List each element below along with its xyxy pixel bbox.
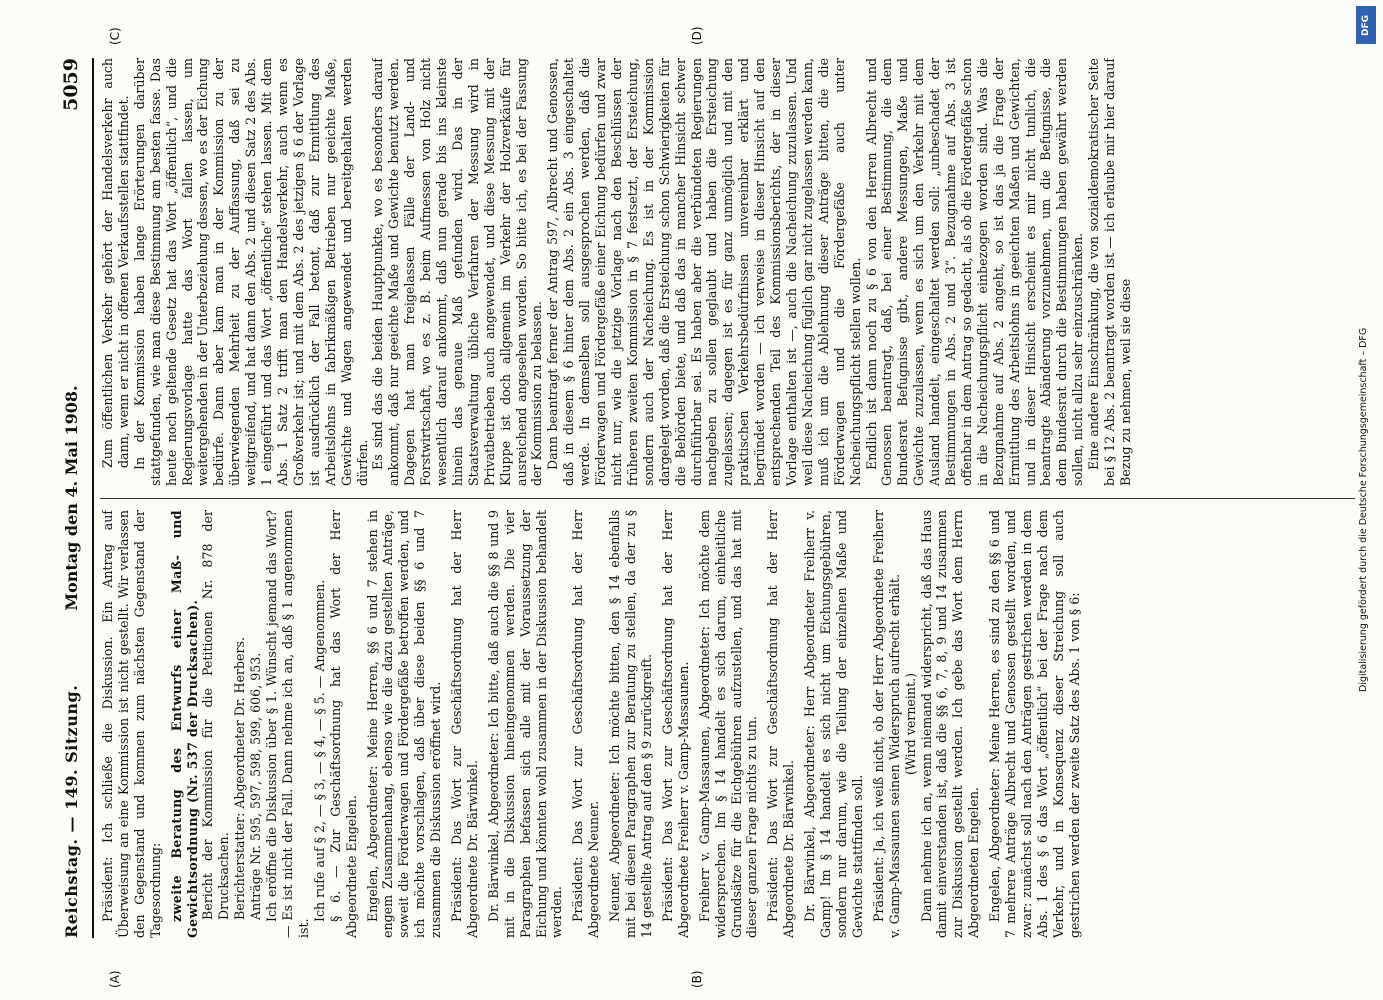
speech-engelen: Engelen, Abgeordneter: Meine Herren, §§ 6 und 7 stehen in engem Zusammenhang, ebenso wie die dazu gestellten Anträge, soweit die Förderwagen und Fördergefäße betroffen werden, und ich möchte vorschlagen, daß über diese beiden §§ 6 und 7 zusammen die Diskussion eröffnet wird. xyxy=(364,510,444,938)
agenda-item-report: Bericht der Kommission für die Petitionen Nr. 878 der Drucksachen. xyxy=(200,510,232,920)
column-divider xyxy=(100,498,1355,499)
interjection: (Wird verneint.) xyxy=(902,672,918,776)
page-header xyxy=(54,58,86,938)
paragraph: Dann beantragt ferner der Antrag 597, Albrecht und Genossen, daß in diesem § 6 hinter dem Abs. 2 ein Abs. 3 eingeschaltet werde. In demselben soll ausgesprochen werden, daß die Förderwagen und Fördergefäße einer Eichung bedürfen und zwar nicht nur, wie die jetzige Vorlage nach den Beschlüssen der früheren zweiten Kommission in § 7 festsetzt, der Ersteichung, sondern auch der Nacheichung. Es ist in der Kommission dargelegt worden, daß die Ersteichung schon Schwierigkeiten für die Behörden biete, und daß das in mancher Hinsicht schwer durchführbar sei. Es haben aber die verbündeten Regierungen nachgeben zu sollen geglaubt und haben die Ersteichung zugelassen; dagegen ist es für ganz unmöglich und mit den praktischen Verkehrsbedürfnissen unvereinbar erklärt und begründet worden — ich verweise in dieser Hinsicht auf den entsprechenden Teil des Kommissionsberichts, der in dieser Vorlage enthalten ist —, auch die Nacheichung zuzulassen. Und weil diese Nacheichung füglich gar nicht zugelassen werden kann, muß ich um die Ablehnung dieser Anträge bitten, die die Förderwagen und die Fördergefäße auch unter Nacheichungspflicht stellen wollen. xyxy=(545,58,863,486)
agenda-item-motions: Anträge Nr. 595, 597, 598, 599, 606, 953. xyxy=(248,652,264,920)
quoted-text: Zum öffentlichen Verkehr gehört der Handelsverkehr auch dann, wenn er nicht in offenen Verkaufsstellen stattfindet. xyxy=(100,58,131,468)
dfg-credit-strip xyxy=(1352,0,1383,1000)
agenda-item-reporter: Berichterstatter: Abgeordneter Dr. Herbers. xyxy=(232,637,248,920)
left-column xyxy=(100,510,1358,938)
header-session: Reichstag. — 149. Sitzung. xyxy=(62,684,81,938)
speech-president: Präsident: Das Wort zur Geschäftsordnung hat der Herr Abgeordnete Neuner. xyxy=(570,510,602,938)
margin-mark-d: (D) xyxy=(690,26,704,45)
speech-president: Präsident: Das Wort zur Geschäftsordnung hat der Herr Abgeordnete Freiherr v. Gamp-Massaunen. xyxy=(659,510,691,938)
paragraph: Dann nehme ich an, wenn niemand widerspricht, daß das Haus damit einverstanden ist, daß die §§ 6, 7, 8, 9 und 14 zusammen zur Diskussion gestellt werden. Ich gebe das Wort dem Herrn Abgeordneten Engelen. xyxy=(918,510,982,938)
speech-gamp: Freiherr v. Gamp-Massaunen, Abgeordneter: Ich möchte dem widersprechen. Im § 14 handelt es sich darum, einheitliche Grundsätze für die Eichgebühren aufzustellen, und das hat mit dieser ganzen Frage nichts zu tun. xyxy=(696,510,760,938)
paragraph: Endlich ist dann noch zu § 6 von den Herren Albrecht und Genossen beantragt, daß, bei einer Bestimmung, die dem Bundesrat Befugnisse gibt, andere Messungen, Maße und Gewichte zuzulassen, wenn es sich um den Verkehr mit dem Ausland handelt, eingeschaltet werden soll: „unbeschadet der Bestimmungen in Abs. 2 und 3“. Bezugnahme auf Abs. 3 ist offenbar in dem Antrag so gedacht, als ob die Fördergefäße schon in die Nacheichungspflicht einbezogen worden sind. Was die Bezugnahme auf Abs. 2 angeht, so ist das ja die Frage der Ermittlung des Arbeitslohns in geeichten Maßen und Gewichten, und in dieser Hinsicht erscheint es mir nicht tunlich, die beantragte Abänderung vorzunehmen, um die Befugnisse, die dem Bundesrat durch die Bestimmungen haben gewährt werden sollen, nicht allzu sehr einzuschränken. xyxy=(863,58,1086,486)
page-number: 5059 xyxy=(60,58,82,111)
paragraph: Es sind das die beiden Hauptpunkte, wo es besonders darauf ankommt, daß nur geeichte Maße und Gewichte benutzt werden. Dagegen hat man freigelassen Fälle der Land- und Forstwirtschaft, wo es z. B. beim Aufmessen von Holz nicht wesentlich darauf ankommt, daß nun gerade bis ins kleinste hinein das genaue Maß gefunden wird. Das in der Staatsverwaltung übliche Verfahren der Messung wird in Privatbetrieben auch angewendet, und diese Messung mit der Kluppe ist doch allgemein im Verkehr der Holzverkäufe für ausreichend angesehen worden. So bitte ich, es bei der Fassung der Kommission zu belassen. xyxy=(370,58,545,486)
speech-engelen: Engelen, Abgeordneter: Meine Herren, es sind zu den §§ 6 und 7 mehrere Anträge Albrecht und Genossen gestellt worden, und zwar: zunächst soll nach den Anträgen gestrichen werden in dem Abs. 1 des § 6 das Wort „öffentlich“ bei der Frage nach dem Verkehr, und in Konsequenz dieser Streichung soll auch gestrichen werden der zweite Satz des Abs. 1 von § 6: xyxy=(987,510,1082,938)
agenda-item-heading: zweite Beratung des Entwurfs einer Maß- und Gewichtsordnung (Nr. 537 der Drucksachen). xyxy=(168,510,200,938)
speech-baerwinkel: Dr. Bärwinkel, Abgeordneter: Ich bitte, daß auch die §§ 8 und 9 mit in die Diskussion hineingenommen werden. Die vier Paragraphen befassen sich alle mit der Voraussetzung der Eichung und könnten wohl zusammen in der Diskussion behandelt werden. xyxy=(485,510,565,938)
paragraph: Ich eröffne die Diskussion über § 1. Wünscht jemand das Wort? — Es ist nicht der Fall. Dann nehme ich an, daß § 1 angenommen ist. xyxy=(264,510,311,938)
paragraph: Präsident: Ich schließe die Diskussion. Ein Antrag auf Überweisung an eine Kommission ist nicht gestellt. Wir verlassen den Gegenstand und kommen zum nächsten Gegenstand der Tagesordnung: xyxy=(100,510,163,938)
speech-president: Präsident: Das Wort zur Geschäftsordnung hat der Herr Abgeordnete Dr. Bärwinkel. xyxy=(765,510,797,938)
header-date: Montag den 4. Mai 1908. xyxy=(62,385,81,611)
header-rule xyxy=(92,58,94,938)
speech-baerwinkel: Dr. Bärwinkel, Abgeordneter: Herr Abgeordneter Freiherr v. Gamp! Im § 14 handelt es sich nicht um Eichungsgebühren, sondern nur darum, wie die Teilung der einzelnen Maße und Gewichte stattfinden soll. xyxy=(802,510,865,938)
speech-president: Präsident: Ja, ich weiß nicht, ob der Herr Abgeordnete Freiherr v. Gamp-Massaunen seinen Widerspruch aufrecht erhält. xyxy=(870,510,902,938)
dfg-credit-text: Digitalisierung gefördert durch die Deutsche Forschungsgemeinschaft – DFG xyxy=(1358,327,1369,692)
paragraph: § 6. — Zur Geschäftsordnung hat das Wort der Herr Abgeordnete Engelen. xyxy=(327,510,359,938)
paragraph: Eine andere Einschränkung, die von sozialdemokratischer Seite bei § 12 Abs. 2 beantragt worden ist — ich erlaube mir hier darauf Bezug zu nehmen, weil sie diese xyxy=(1086,58,1133,486)
dfg-logo-icon: DFG xyxy=(1356,6,1376,44)
margin-mark-c: (C) xyxy=(108,27,122,45)
paragraph: Ich rufe auf § 2, — § 3, — § 4, — § 5. — Angenommen. xyxy=(311,579,327,922)
right-column xyxy=(100,58,1358,486)
margin-mark-a: (A) xyxy=(108,970,122,988)
paragraph: In der Kommission haben lange Erörterungen darüber stattgefunden, wie man diese Bestimmung am besten fasse. Das heute noch geltende Gesetz hat das Wort „öffentlich“, und die Regierungsvorlage hatte das Wort fallen lassen, um weitergehenden in der Unterbeziehung dessen, wo es der Eichung bedürfe. Dann aber kam man in der Kommission zu der überwiegenden Mehrheit zu der Auffassung, daß sei zu weitgreifend, und hat dann den Abs. 2 und diesen Satz 2 des Abs. 1 eingeführt und das Wort „öffentliche“ stehen lassen. Mit dem Abs. 1 Satz 2 trifft man den Handelsverkehr, auch wenn es Großverkehr ist; und mit dem Abs. 2 des jetzigen § 6 der Vorlage ist ausdrücklich der Fall betont, daß zur Ermittlung des Arbeitslohns in fabrikmäßigen Betrieben nur geeichte Maße, Gewichte und Wagen angewendet und bereitgehalten werden dürfen. xyxy=(131,58,370,486)
speech-president: Präsident: Das Wort zur Geschäftsordnung hat der Herr Abgeordnete Dr. Bärwinkel. xyxy=(449,510,480,938)
speech-neuner: Neuner, Abgeordneter: Ich möchte bitten, den § 14 ebenfalls mit bei diesen Paragraphen zur Beratung zu stellen, da der zu § 14 gestellte Antrag auf den § 9 zurückgreift. xyxy=(607,510,654,938)
margin-mark-b: (B) xyxy=(690,970,704,988)
